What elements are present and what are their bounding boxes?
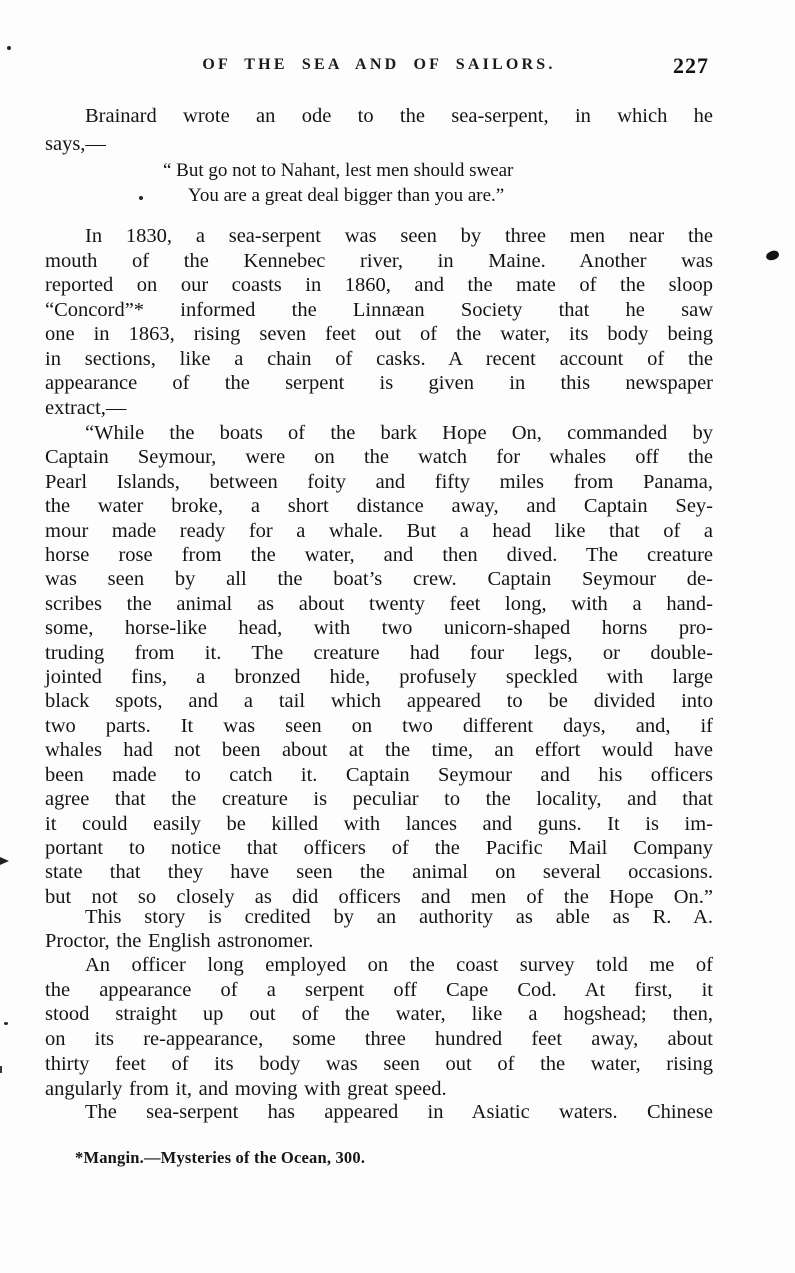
paragraph-newspaper-extract	[45, 421, 713, 909]
ink-speck	[7, 46, 11, 50]
page-header	[45, 53, 713, 79]
paragraph-intro	[45, 102, 713, 158]
text-line: some, horse-like head, with two unicorn-shaped horns pro-	[45, 617, 713, 640]
text-line: This story is credited by an authority as able as R. A.	[85, 906, 713, 928]
quote-line: “ But go not to Nahant, lest men should swear	[163, 160, 514, 181]
text-line: Captain Seymour, were on the watch for whales off the	[45, 446, 713, 469]
text-line: state that they have seen the animal on several occasions.	[45, 861, 713, 884]
verse-quote	[45, 158, 713, 208]
edge-mark	[0, 1066, 2, 1073]
text-line: thirty feet of its body was seen out of the water, rising	[45, 1052, 713, 1075]
text-line: on its re-appearance, some three hundred feet away, about	[45, 1028, 713, 1051]
text-line: the water broke, a short distance away, and Captain Sey-	[45, 495, 713, 518]
text-line: jointed fins, a bronzed hide, profusely speckled with large	[45, 666, 713, 689]
text-line: Brainard wrote an ode to the sea-serpent, in which he	[85, 105, 713, 127]
text-line: reported on our coasts in 1860, and the mate of the sloop	[45, 274, 713, 296]
text-line: but not so closely as did officers and men of the Hope On.”	[45, 885, 713, 908]
footnote: *Mangin.—Mysteries of the Ocean, 300.	[75, 1148, 366, 1167]
stray-period-mark	[139, 196, 143, 200]
ink-speck	[4, 1022, 8, 1025]
text-line: was seen by all the boat’s crew. Captain Seymour de-	[45, 568, 713, 591]
paragraph-proctor	[45, 905, 713, 953]
text-line: truding from it. The creature had four legs, or double-	[45, 641, 713, 664]
text-line: one in 1863, rising seven feet out of the water, its body being	[45, 323, 713, 345]
paragraph-cape-cod	[45, 953, 713, 1101]
text-line: An officer long employed on the coast survey told me of	[85, 954, 713, 976]
text-line: horse rose from the water, and then dived. The creature	[45, 544, 713, 567]
text-line: angularly from it, and moving with great speed.	[45, 1077, 447, 1100]
text-line: it could easily be killed with lances and guns. It is im-	[45, 812, 713, 835]
text-line: In 1830, a sea-serpent was seen by three men near the	[85, 225, 713, 247]
text-line: Proctor, the English astronomer.	[45, 930, 314, 952]
text-line: mouth of the Kennebec river, in Maine. Another was	[45, 249, 713, 272]
text-line: portant to notice that officers of the Pacific Mail Company	[45, 836, 713, 859]
text-line: extract,—	[45, 396, 127, 419]
quote-line: You are a great deal bigger than you are.”	[188, 185, 505, 206]
text-line: agree that the creature is peculiar to the locality, and that	[45, 788, 713, 811]
text-line: stood straight up out of the water, like a hogshead; then,	[45, 1003, 713, 1026]
text-line: scribes the animal as about twenty feet long, with a hand-	[45, 592, 713, 615]
text-line: in sections, like a chain of casks. A recent account of the	[45, 347, 713, 370]
text-line: the appearance of a serpent off Cape Cod. At first, it	[45, 978, 713, 1001]
text-line: The sea-serpent has appeared in Asiatic waters. Chinese	[85, 1101, 713, 1123]
text-line: “While the boats of the bark Hope On, commanded by	[85, 422, 713, 444]
text-line: two parts. It was seen on two different days, and, if	[45, 714, 713, 737]
text-line: black spots, and a tail which appeared to be divided into	[45, 690, 713, 713]
paragraph-asiatic-waters	[45, 1100, 713, 1124]
page-number: 227	[673, 53, 709, 78]
text-line: whales had not been about at the time, an effort would have	[45, 739, 713, 762]
margin-arrow-mark	[0, 857, 9, 865]
text-line: Pearl Islands, between foity and fifty miles from Panama,	[45, 470, 713, 493]
text-line: says,—	[45, 133, 106, 155]
text-line: been made to catch it. Captain Seymour and his officers	[45, 763, 713, 786]
running-head-title: OF THE SEA AND OF SAILORS.	[202, 56, 556, 73]
text-line: “Concord”* informed the Linnæan Society that he saw	[45, 298, 713, 321]
text-line: appearance of the serpent is given in this newspaper	[45, 372, 713, 394]
text-line: mour made ready for a whale. But a head like that of a	[45, 519, 713, 542]
ink-blob	[765, 249, 780, 261]
paragraph-sightings	[45, 224, 713, 420]
